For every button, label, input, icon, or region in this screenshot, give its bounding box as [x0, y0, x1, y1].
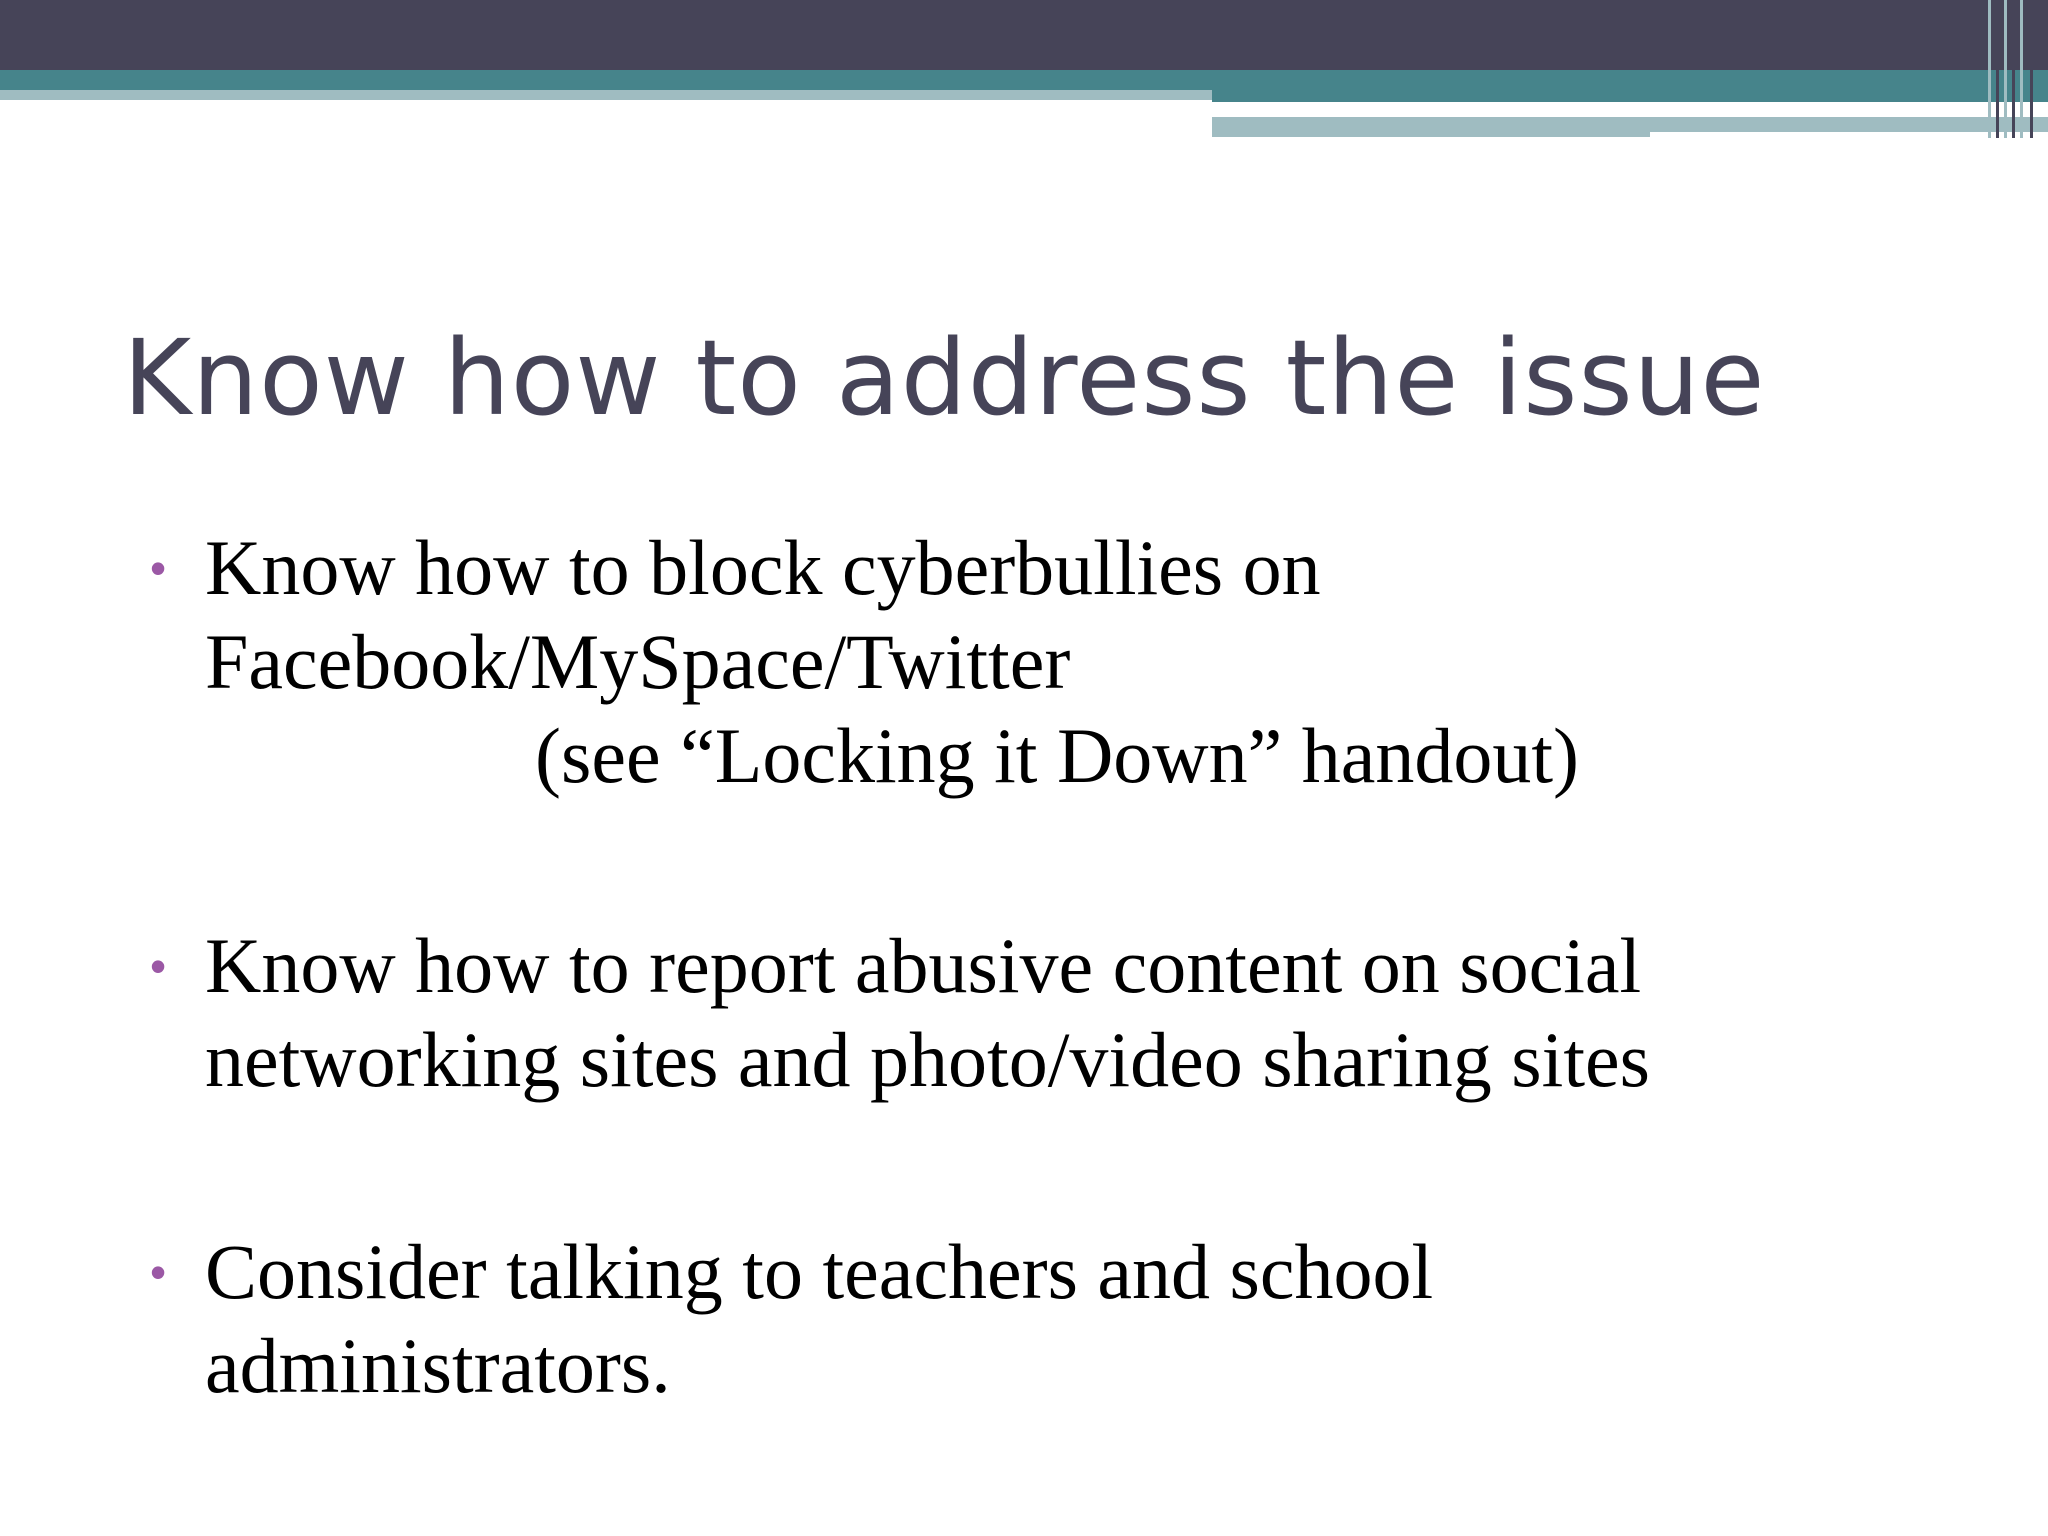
bullet-text-line: Know how to block cyberbullies on — [205, 524, 1321, 611]
bullet-item — [150, 521, 2005, 803]
bullet-icon: • — [150, 1246, 167, 1298]
header-stripe — [2020, 0, 2023, 138]
bullet-text-line: Consider talking to teachers and school — [205, 1228, 1434, 1315]
bullet-text-line: administrators. — [205, 1322, 671, 1409]
header-stripe — [2004, 0, 2007, 138]
bullet-item — [150, 1225, 2005, 1413]
header-bar — [0, 0, 2048, 70]
header-right-block — [1212, 90, 2048, 102]
bullet-icon: • — [150, 542, 167, 594]
header-stripe — [1988, 0, 1991, 138]
header-stripe — [1996, 0, 1999, 138]
header-teal-band — [0, 70, 2048, 90]
slide-title: Know how to address the issue — [123, 317, 1766, 439]
bullet-text-line: Know how to report abusive content on social — [205, 922, 1642, 1009]
bullet-note: (see “Locking it Down” handout) — [535, 712, 1580, 799]
bullet-icon: • — [150, 940, 167, 992]
header-stripe — [2030, 0, 2033, 138]
header-light-band — [0, 90, 1212, 100]
header-stripe — [2012, 0, 2015, 138]
bullet-text-line: Facebook/MySpace/Twitter — [205, 618, 1071, 705]
bullet-text-line: networking sites and photo/video sharing sites — [205, 1016, 1650, 1103]
bullet-item — [150, 919, 2005, 1107]
